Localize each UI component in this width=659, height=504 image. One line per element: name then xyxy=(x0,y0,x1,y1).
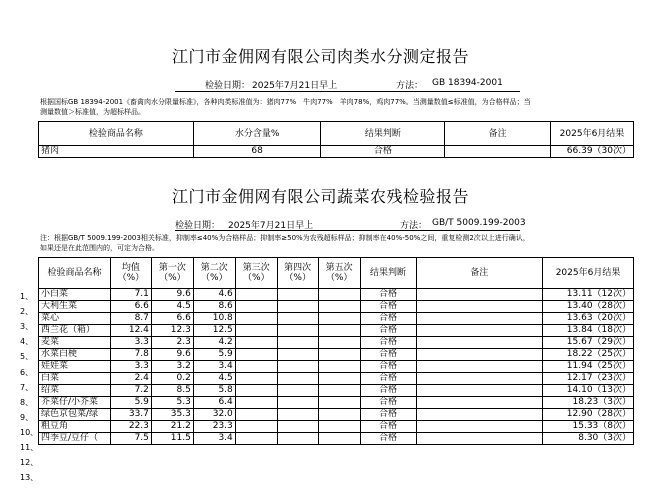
veg-cell-result: 合格 xyxy=(360,409,416,421)
veg-cell-name: 绿色京包菜/绿 xyxy=(39,409,111,421)
veg-report-title: 江门市金佣网有限公司蔬菜农残检验报告 xyxy=(172,187,470,206)
veg-cell-t3 xyxy=(235,289,277,301)
veg-cell-t3 xyxy=(235,337,277,349)
veg-header-t2-unit: （%） xyxy=(201,273,228,283)
veg-table-row xyxy=(39,313,634,325)
veg-cell-t5 xyxy=(318,289,360,301)
veg-cell-t3 xyxy=(235,385,277,397)
veg-cell-t5 xyxy=(318,313,360,325)
meat-table xyxy=(38,121,634,158)
veg-cell-t2: 4.2 xyxy=(193,337,235,349)
veg-cell-result: 合格 xyxy=(360,361,416,373)
veg-row-number: 12、 xyxy=(20,458,39,468)
veg-cell-result: 合格 xyxy=(360,397,416,409)
veg-cell-t4 xyxy=(277,325,318,337)
veg-cell-prev: 13.40（28次） xyxy=(543,301,634,313)
veg-cell-t1: 0.2 xyxy=(151,373,193,385)
veg-cell-name: 菜心 xyxy=(39,313,111,325)
veg-cell-t4 xyxy=(277,313,318,325)
veg-cell-t1: 9.6 xyxy=(151,289,193,301)
veg-header-t4 xyxy=(277,258,318,289)
veg-cell-t5 xyxy=(318,409,360,421)
veg-cell-result: 合格 xyxy=(360,301,416,313)
veg-table-row xyxy=(39,361,634,373)
veg-cell-t4 xyxy=(277,349,318,361)
veg-cell-t3 xyxy=(235,397,277,409)
veg-cell-t1: 9.6 xyxy=(151,349,193,361)
veg-cell-prev: 15.67（29次） xyxy=(543,337,634,349)
veg-cell-remark xyxy=(416,361,543,373)
veg-table-row xyxy=(39,301,634,313)
veg-cell-t3 xyxy=(235,421,277,433)
veg-table-row xyxy=(39,349,634,361)
veg-cell-name: 小白菜 xyxy=(39,289,111,301)
veg-cell-t2: 23.3 xyxy=(193,421,235,433)
meat-row-prev: 66.39（30次） xyxy=(550,146,633,158)
veg-cell-t2: 8.6 xyxy=(193,301,235,313)
veg-cell-t5 xyxy=(318,397,360,409)
veg-header-t3 xyxy=(235,258,277,289)
veg-cell-t5 xyxy=(318,361,360,373)
meat-header-result: 结果判断 xyxy=(321,122,445,146)
veg-row-number: 10、 xyxy=(20,427,39,437)
veg-cell-prev: 12.90（28次） xyxy=(543,409,634,421)
veg-cell-avg: 3.3 xyxy=(110,361,151,373)
veg-cell-t1: 11.5 xyxy=(151,433,193,445)
meat-method-label: 方法： xyxy=(396,81,424,91)
meat-note-line1: 根据国标GB 18394-2001《畜禽肉水分限量标准》，各种肉类标准值为：猪肉77% 牛肉77% 羊肉78%，鸡肉77%。当测量数值≤标准值，为合格样品；当 xyxy=(40,98,531,106)
veg-cell-remark xyxy=(416,397,543,409)
veg-cell-prev: 14.10（13次） xyxy=(543,385,634,397)
veg-cell-t1: 12.3 xyxy=(151,325,193,337)
veg-cell-t2: 10.8 xyxy=(193,313,235,325)
veg-cell-t4 xyxy=(277,301,318,313)
veg-table xyxy=(38,257,634,445)
veg-cell-t5 xyxy=(318,385,360,397)
veg-header-t4-unit: （%） xyxy=(284,273,311,283)
veg-cell-t4 xyxy=(277,373,318,385)
veg-cell-t5 xyxy=(318,433,360,445)
veg-cell-name: 麦菜 xyxy=(39,337,111,349)
veg-header-result: 结果判断 xyxy=(360,258,416,289)
veg-cell-result: 合格 xyxy=(360,325,416,337)
veg-row-number: 13、 xyxy=(20,473,39,483)
veg-table-row xyxy=(39,337,634,349)
veg-row-number: 2、 xyxy=(20,307,34,317)
veg-cell-t1: 6.6 xyxy=(151,313,193,325)
veg-cell-t1: 3.2 xyxy=(151,361,193,373)
veg-cell-t5 xyxy=(318,373,360,385)
veg-cell-remark xyxy=(416,433,543,445)
veg-cell-t4 xyxy=(277,361,318,373)
veg-header-t2-label: 第二次 xyxy=(200,263,228,273)
veg-note-line2: 如果还是在此范围内的，可定为合格。 xyxy=(40,244,159,252)
veg-cell-name: 绍菜 xyxy=(39,385,111,397)
veg-note-line1: 注：根据GB/T 5009.199-2003相关标准，抑制率≤40%为合格样品；抑制率≥50%为农残超标样品；抑制率在40%-50%之间，重复检测2次以上进行确认， xyxy=(40,234,530,242)
veg-cell-avg: 5.9 xyxy=(110,397,151,409)
veg-cell-t3 xyxy=(235,313,277,325)
veg-cell-avg: 7.1 xyxy=(110,289,151,301)
veg-header-t1-unit: （%） xyxy=(159,273,186,283)
meat-header-name: 检验商品名称 xyxy=(39,122,194,146)
veg-cell-name: 娃娃菜 xyxy=(39,361,111,373)
veg-cell-t2: 6.4 xyxy=(193,397,235,409)
veg-cell-name: 芥菜仔/小芥菜 xyxy=(39,397,111,409)
veg-table-row xyxy=(39,289,634,301)
veg-cell-t4 xyxy=(277,385,318,397)
veg-cell-t2: 3.4 xyxy=(193,361,235,373)
veg-header-avg-label: 均值 xyxy=(121,263,140,273)
meat-row-name: 猪肉 xyxy=(39,146,194,158)
veg-row-number: 7、 xyxy=(20,382,34,392)
veg-cell-t1: 5.3 xyxy=(151,397,193,409)
meat-header-remark: 备注 xyxy=(445,122,551,146)
veg-cell-t3 xyxy=(235,409,277,421)
veg-cell-prev: 11.94（25次） xyxy=(543,361,634,373)
veg-cell-t1: 21.2 xyxy=(151,421,193,433)
veg-cell-prev: 13.11（12次） xyxy=(543,289,634,301)
meat-header-water: 水分含量% xyxy=(193,122,321,146)
veg-cell-result: 合格 xyxy=(360,313,416,325)
veg-cell-t5 xyxy=(318,421,360,433)
veg-cell-remark xyxy=(416,289,543,301)
veg-cell-name: 粗豆角 xyxy=(39,421,111,433)
veg-header-avg xyxy=(110,258,151,289)
meat-note-line2: 测量数值＞标准值，为超标样品。 xyxy=(40,108,145,116)
veg-cell-remark xyxy=(416,385,543,397)
veg-row-number: 11、 xyxy=(20,443,39,452)
veg-cell-t5 xyxy=(318,337,360,349)
veg-cell-t5 xyxy=(318,325,360,337)
veg-cell-remark xyxy=(416,337,543,349)
veg-cell-prev: 18.23（3次） xyxy=(543,397,634,409)
veg-header-avg-unit: （%） xyxy=(117,273,145,283)
veg-cell-result: 合格 xyxy=(360,385,416,397)
veg-cell-t3 xyxy=(235,349,277,361)
meat-row-value: 68 xyxy=(193,146,321,158)
veg-cell-t4 xyxy=(277,409,318,421)
veg-cell-t3 xyxy=(235,361,277,373)
veg-cell-remark xyxy=(416,409,543,421)
veg-cell-t4 xyxy=(277,289,318,301)
veg-cell-t3 xyxy=(235,301,277,313)
veg-row-number: 8、 xyxy=(20,397,34,407)
veg-header-t2 xyxy=(193,258,235,289)
veg-cell-name: 四季豆/豆仔（ xyxy=(39,433,111,445)
veg-cell-t1: 35.3 xyxy=(151,409,193,421)
veg-table-row xyxy=(39,409,634,421)
veg-row-number: 9、 xyxy=(20,412,34,422)
veg-header-t3-unit: （%） xyxy=(242,273,270,283)
veg-cell-t4 xyxy=(277,421,318,433)
veg-table-row xyxy=(39,385,634,397)
veg-table-row xyxy=(39,433,634,445)
veg-header-t5-label: 第五次 xyxy=(325,263,353,273)
veg-cell-t4 xyxy=(277,337,318,349)
meat-method-value: GB 18394-2001 xyxy=(432,78,503,88)
veg-cell-t5 xyxy=(318,349,360,361)
veg-cell-result: 合格 xyxy=(360,349,416,361)
veg-cell-t2: 5.8 xyxy=(193,385,235,397)
veg-header-remark: 备注 xyxy=(416,258,543,289)
veg-cell-t1: 8.5 xyxy=(151,385,193,397)
veg-header-t1 xyxy=(151,258,193,289)
veg-cell-remark xyxy=(416,313,543,325)
veg-cell-t3 xyxy=(235,373,277,385)
veg-row-number: 3、 xyxy=(20,322,34,332)
veg-cell-result: 合格 xyxy=(360,289,416,301)
meat-date-label: 检验日期： xyxy=(205,81,251,91)
veg-cell-t2: 3.4 xyxy=(193,433,235,445)
veg-date-label: 检验日期： xyxy=(175,221,221,231)
meat-header-prev: 2025年6月结果 xyxy=(550,122,633,146)
veg-cell-avg: 12.4 xyxy=(110,325,151,337)
meat-date-value: 2025年7月21日早上 xyxy=(252,81,338,91)
veg-table-row xyxy=(39,421,634,433)
veg-cell-avg: 8.7 xyxy=(110,313,151,325)
veg-cell-remark xyxy=(416,373,543,385)
veg-cell-avg: 33.7 xyxy=(110,409,151,421)
veg-row-number: 4、 xyxy=(20,337,34,347)
veg-row-number: 6、 xyxy=(20,367,34,377)
veg-cell-remark xyxy=(416,325,543,337)
veg-cell-avg: 7.8 xyxy=(110,349,151,361)
veg-cell-result: 合格 xyxy=(360,337,416,349)
veg-cell-prev: 18.22（25次） xyxy=(543,349,634,361)
veg-header-t5 xyxy=(318,258,360,289)
veg-header-name: 检验商品名称 xyxy=(39,258,111,289)
veg-table-row xyxy=(39,397,634,409)
veg-cell-prev: 12.17（23次） xyxy=(543,373,634,385)
veg-cell-prev: 15.33（8次） xyxy=(543,421,634,433)
veg-cell-result: 合格 xyxy=(360,373,416,385)
veg-cell-name: 水菜白梗 xyxy=(39,349,111,361)
veg-date-value: 2025年7月21日早上 xyxy=(228,221,314,231)
veg-header-t5-unit: （%） xyxy=(325,273,353,283)
veg-cell-t2: 5.9 xyxy=(193,349,235,361)
veg-cell-name: 大利生菜 xyxy=(39,301,111,313)
veg-cell-name: 白菜 xyxy=(39,373,111,385)
veg-header-prev: 2025年6月结果 xyxy=(543,258,634,289)
veg-cell-prev: 8.30（3次） xyxy=(543,433,634,445)
veg-header-t1-label: 第一次 xyxy=(158,263,186,273)
veg-table-row xyxy=(39,373,634,385)
veg-cell-t2: 12.5 xyxy=(193,325,235,337)
veg-table-row xyxy=(39,325,634,337)
veg-cell-avg: 2.4 xyxy=(110,373,151,385)
veg-cell-avg: 7.5 xyxy=(110,433,151,445)
veg-cell-t2: 4.6 xyxy=(193,289,235,301)
veg-cell-avg: 3.3 xyxy=(110,337,151,349)
veg-cell-result: 合格 xyxy=(360,421,416,433)
veg-cell-result: 合格 xyxy=(360,433,416,445)
veg-cell-prev: 13.84（18次） xyxy=(543,325,634,337)
veg-cell-t4 xyxy=(277,433,318,445)
veg-cell-t3 xyxy=(235,433,277,445)
veg-cell-avg: 7.2 xyxy=(110,385,151,397)
veg-cell-t1: 2.3 xyxy=(151,337,193,349)
meat-row-remark xyxy=(445,146,551,158)
veg-cell-name: 西兰花（箱） xyxy=(39,325,111,337)
veg-cell-prev: 13.63（20次） xyxy=(543,313,634,325)
meat-report-title: 江门市金佣网有限公司肉类水分测定报告 xyxy=(172,47,470,66)
veg-row-number: 5、 xyxy=(20,352,34,362)
veg-header-t4-label: 第四次 xyxy=(284,263,312,273)
veg-cell-t3 xyxy=(235,325,277,337)
veg-cell-t2: 32.0 xyxy=(193,409,235,421)
veg-method-value: GB/T 5009.199-2003 xyxy=(432,218,526,228)
veg-header-t3-label: 第三次 xyxy=(242,263,270,273)
veg-cell-avg: 22.3 xyxy=(110,421,151,433)
veg-cell-t4 xyxy=(277,397,318,409)
veg-cell-t1: 4.5 xyxy=(151,301,193,313)
veg-cell-t2: 4.5 xyxy=(193,373,235,385)
veg-cell-t5 xyxy=(318,301,360,313)
veg-cell-remark xyxy=(416,349,543,361)
veg-cell-remark xyxy=(416,301,543,313)
veg-method-label: 方法： xyxy=(400,221,428,231)
veg-cell-avg: 6.6 xyxy=(110,301,151,313)
meat-row-result: 合格 xyxy=(321,146,445,158)
veg-cell-remark xyxy=(416,421,543,433)
veg-row-number: 1、 xyxy=(20,292,34,301)
